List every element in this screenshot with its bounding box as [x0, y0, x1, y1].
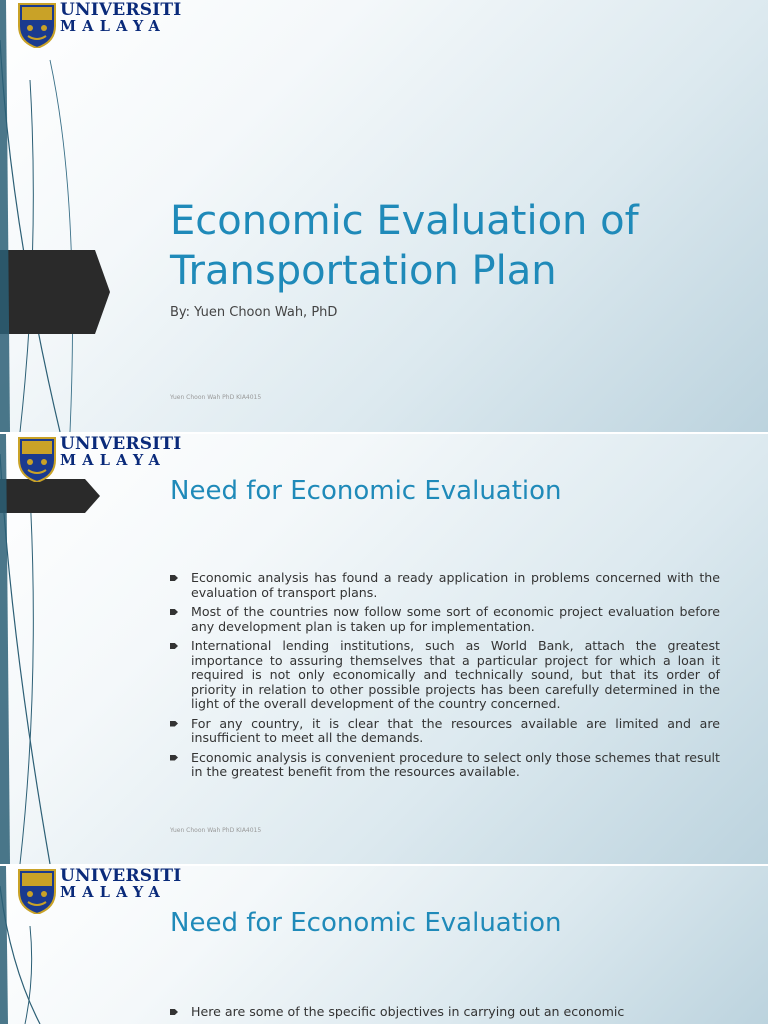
slide-footer: Yuen Choon Wah PhD KIA4015	[170, 827, 262, 834]
bullet-item	[170, 1005, 720, 1020]
decorative-lines	[0, 434, 140, 864]
bullet-arrow-icon	[170, 609, 178, 615]
logo-text-universiti: UNIVERSITI	[60, 866, 182, 886]
universiti-malaya-logo	[18, 0, 182, 48]
bullet-list	[170, 571, 720, 785]
bullet-arrow-icon	[170, 575, 178, 581]
bullet-item	[170, 639, 720, 712]
bullet-arrow-icon	[170, 1009, 178, 1015]
crest-icon	[18, 868, 56, 914]
bullet-list	[170, 1005, 720, 1024]
slide-footer: Yuen Choon Wah PhD KIA4015	[170, 394, 262, 401]
bullet-item	[170, 571, 720, 600]
bullet-text: Economic analysis has found a ready application in problems concerned with the evaluation of transport plans.	[191, 570, 720, 600]
bullet-text: Economic analysis is convenient procedure to select only those schemes that result in the greatest benefit from the resources available.	[191, 749, 720, 779]
logo-text-malaya: MALAYA	[60, 18, 166, 35]
bullet-arrow-icon	[170, 755, 178, 761]
slide-title: Economic Evaluation of Transportation Plan	[170, 198, 639, 294]
logo-text-malaya: MALAYA	[60, 452, 166, 469]
slide-1	[0, 0, 768, 432]
crest-icon	[18, 436, 56, 482]
bullet-text: For any country, it is clear that the resources available are limited and are insufficient to meet all the demands.	[191, 715, 720, 745]
slide-heading: Need for Economic Evaluation	[170, 908, 562, 938]
universiti-malaya-logo	[18, 434, 182, 482]
bullet-arrow-icon	[170, 721, 178, 727]
bullet-text: Most of the countries now follow some sort of economic project evaluation before any development plan is taken up for implementation.	[191, 604, 720, 634]
slide-heading: Need for Economic Evaluation	[170, 476, 562, 506]
bullet-item	[170, 605, 720, 634]
crest-icon	[18, 2, 56, 48]
bullet-text: International lending institutions, such as World Bank, attach the greatest importance to assuring themselves that a particular project for which a loan it required is not only economically and technically sound, but that its order of priority in relation to other possible projects has been carefully determined in the light of the overall development of the country concerned.	[191, 638, 720, 711]
bullet-arrow-icon	[170, 643, 178, 649]
bullet-text: Here are some of the specific objectives in carrying out an economic	[191, 1004, 625, 1019]
decorative-lines	[0, 0, 140, 432]
author-byline: By: Yuen Choon Wah, PhD	[170, 305, 338, 320]
bullet-item	[170, 717, 720, 746]
logo-text-universiti: UNIVERSITI	[60, 434, 182, 454]
slide-3	[0, 866, 768, 1024]
slide-2	[0, 434, 768, 864]
bullet-item	[170, 751, 720, 780]
universiti-malaya-logo	[18, 866, 182, 914]
logo-text-universiti: UNIVERSITI	[60, 0, 182, 20]
logo-text-malaya: MALAYA	[60, 884, 166, 901]
